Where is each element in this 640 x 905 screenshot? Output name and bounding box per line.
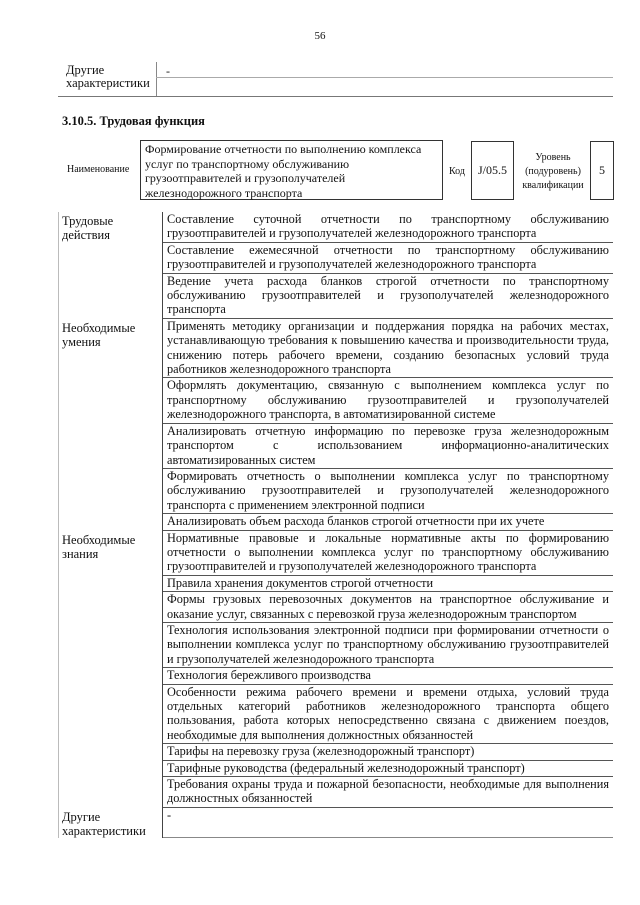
top-other-label: Другие характеристики	[66, 63, 150, 90]
table-row: Тарифы на перевозку груза (железнодорожный транспорт)	[163, 744, 613, 760]
table-row: -	[163, 808, 613, 838]
level-label: Уровень (подуровень) квалификации	[522, 152, 584, 191]
divider	[156, 62, 157, 96]
group-label: Необходимые знания	[62, 532, 136, 561]
qualification-level: 5	[590, 141, 614, 200]
table-row: Особенности режима рабочего времени и времени отдыха, условий труда отдельных категорий работников железнодорожного транспорта общего пользования, работа которых непосредственно связана с движением поездов, необходимые для выполнения должностных обязанностей	[163, 685, 613, 745]
table-row: Оформлять документацию, связанную с выполнением комплекса услуг по транспортному обслуживанию грузоотправителей и грузополучателей железнодорожного транспорта, в автоматизированной системе	[163, 378, 613, 423]
required-knowledge-group	[58, 531, 613, 808]
group-label: Другие характеристики	[62, 809, 146, 838]
table-row: Применять методику организации и поддержания порядка на рабочих местах, устанавливающую требования к повышению качества и производительности труда, снижению потерь рабочего времени, созданию безопасных условий труда работников железнодорожного транспорта	[163, 319, 613, 379]
table-row: Требования охраны труда и пожарной безопасности, необходимые для выполнения должностных обязанностей	[163, 777, 613, 808]
divider	[58, 531, 59, 808]
page-number: 56	[314, 30, 326, 42]
top-other-characteristics-row	[58, 62, 613, 97]
table-row: Составление ежемесячной отчетности по транспортному обслуживанию грузоотправителей и грузополучателей железнодорожного транспорта	[163, 243, 613, 274]
table-row: Правила хранения документов строгой отчетности	[163, 576, 613, 592]
table-row: Тарифные руководства (федеральный железнодорожный транспорт)	[163, 761, 613, 777]
divider	[156, 77, 613, 78]
section-title: 3.10.5. Трудовая функция	[62, 114, 205, 128]
table-row: Технология бережливого производства	[163, 668, 613, 684]
labor-function-table	[58, 212, 613, 838]
divider	[58, 212, 59, 319]
table-row: Ведение учета расхода бланков строгой отчетности по транспортному обслуживанию грузоотправителей и грузополучателей железнодорожного транспорта	[163, 274, 613, 319]
divider	[58, 319, 59, 531]
required-skills-group	[58, 319, 613, 531]
divider	[58, 808, 59, 838]
table-row: Анализировать объем расхода бланков строгой отчетности при их учете	[163, 514, 613, 530]
other-characteristics-group	[58, 808, 613, 838]
labor-actions-group	[58, 212, 613, 319]
table-row: Технология использования электронной подписи при формировании отчетности о выполнении комплекса услуг по транспортному обслуживанию грузоотправителей и грузополучателей железнодорожного транспорта	[163, 623, 613, 668]
code-label: Код	[449, 166, 465, 177]
group-label: Трудовые действия	[62, 214, 114, 242]
table-row: Составление суточной отчетности по транспортному обслуживанию грузоотправителей и грузополучателей железнодорожного транспорта	[163, 212, 613, 243]
table-row: Анализировать отчетную информацию по перевозке груза железнодорожным транспортом с использованием информационно-аналитических автоматизированных систем	[163, 424, 613, 469]
table-row: Формы грузовых перевозочных документов на транспортное обслуживание и оказание услуг, связанных с перевозкой груза железнодорожным транспортом	[163, 592, 613, 623]
group-label: Необходимые умения	[62, 320, 136, 349]
table-row: Нормативные правовые и локальные нормативные акты по формированию отчетности о выполнении комплекса услуг по транспортному обслуживанию грузоотправителей и грузополучателей железнодорожного транспорта	[163, 531, 613, 576]
name-label: Наименование	[67, 164, 130, 175]
top-other-value: -	[166, 64, 170, 78]
function-code: J/05.5	[471, 141, 514, 200]
table-row: Формировать отчетность о выполнении комплекса услуг по транспортному обслуживанию грузоотправителей и грузополучателей железнодорожного транспорта с применением электронной подписи	[163, 469, 613, 514]
function-name: Формирование отчетности по выполнению комплекса услуг по транспортному обслуживанию грузоотправителей и грузополучателей железнодорожного транспорта	[140, 140, 443, 200]
